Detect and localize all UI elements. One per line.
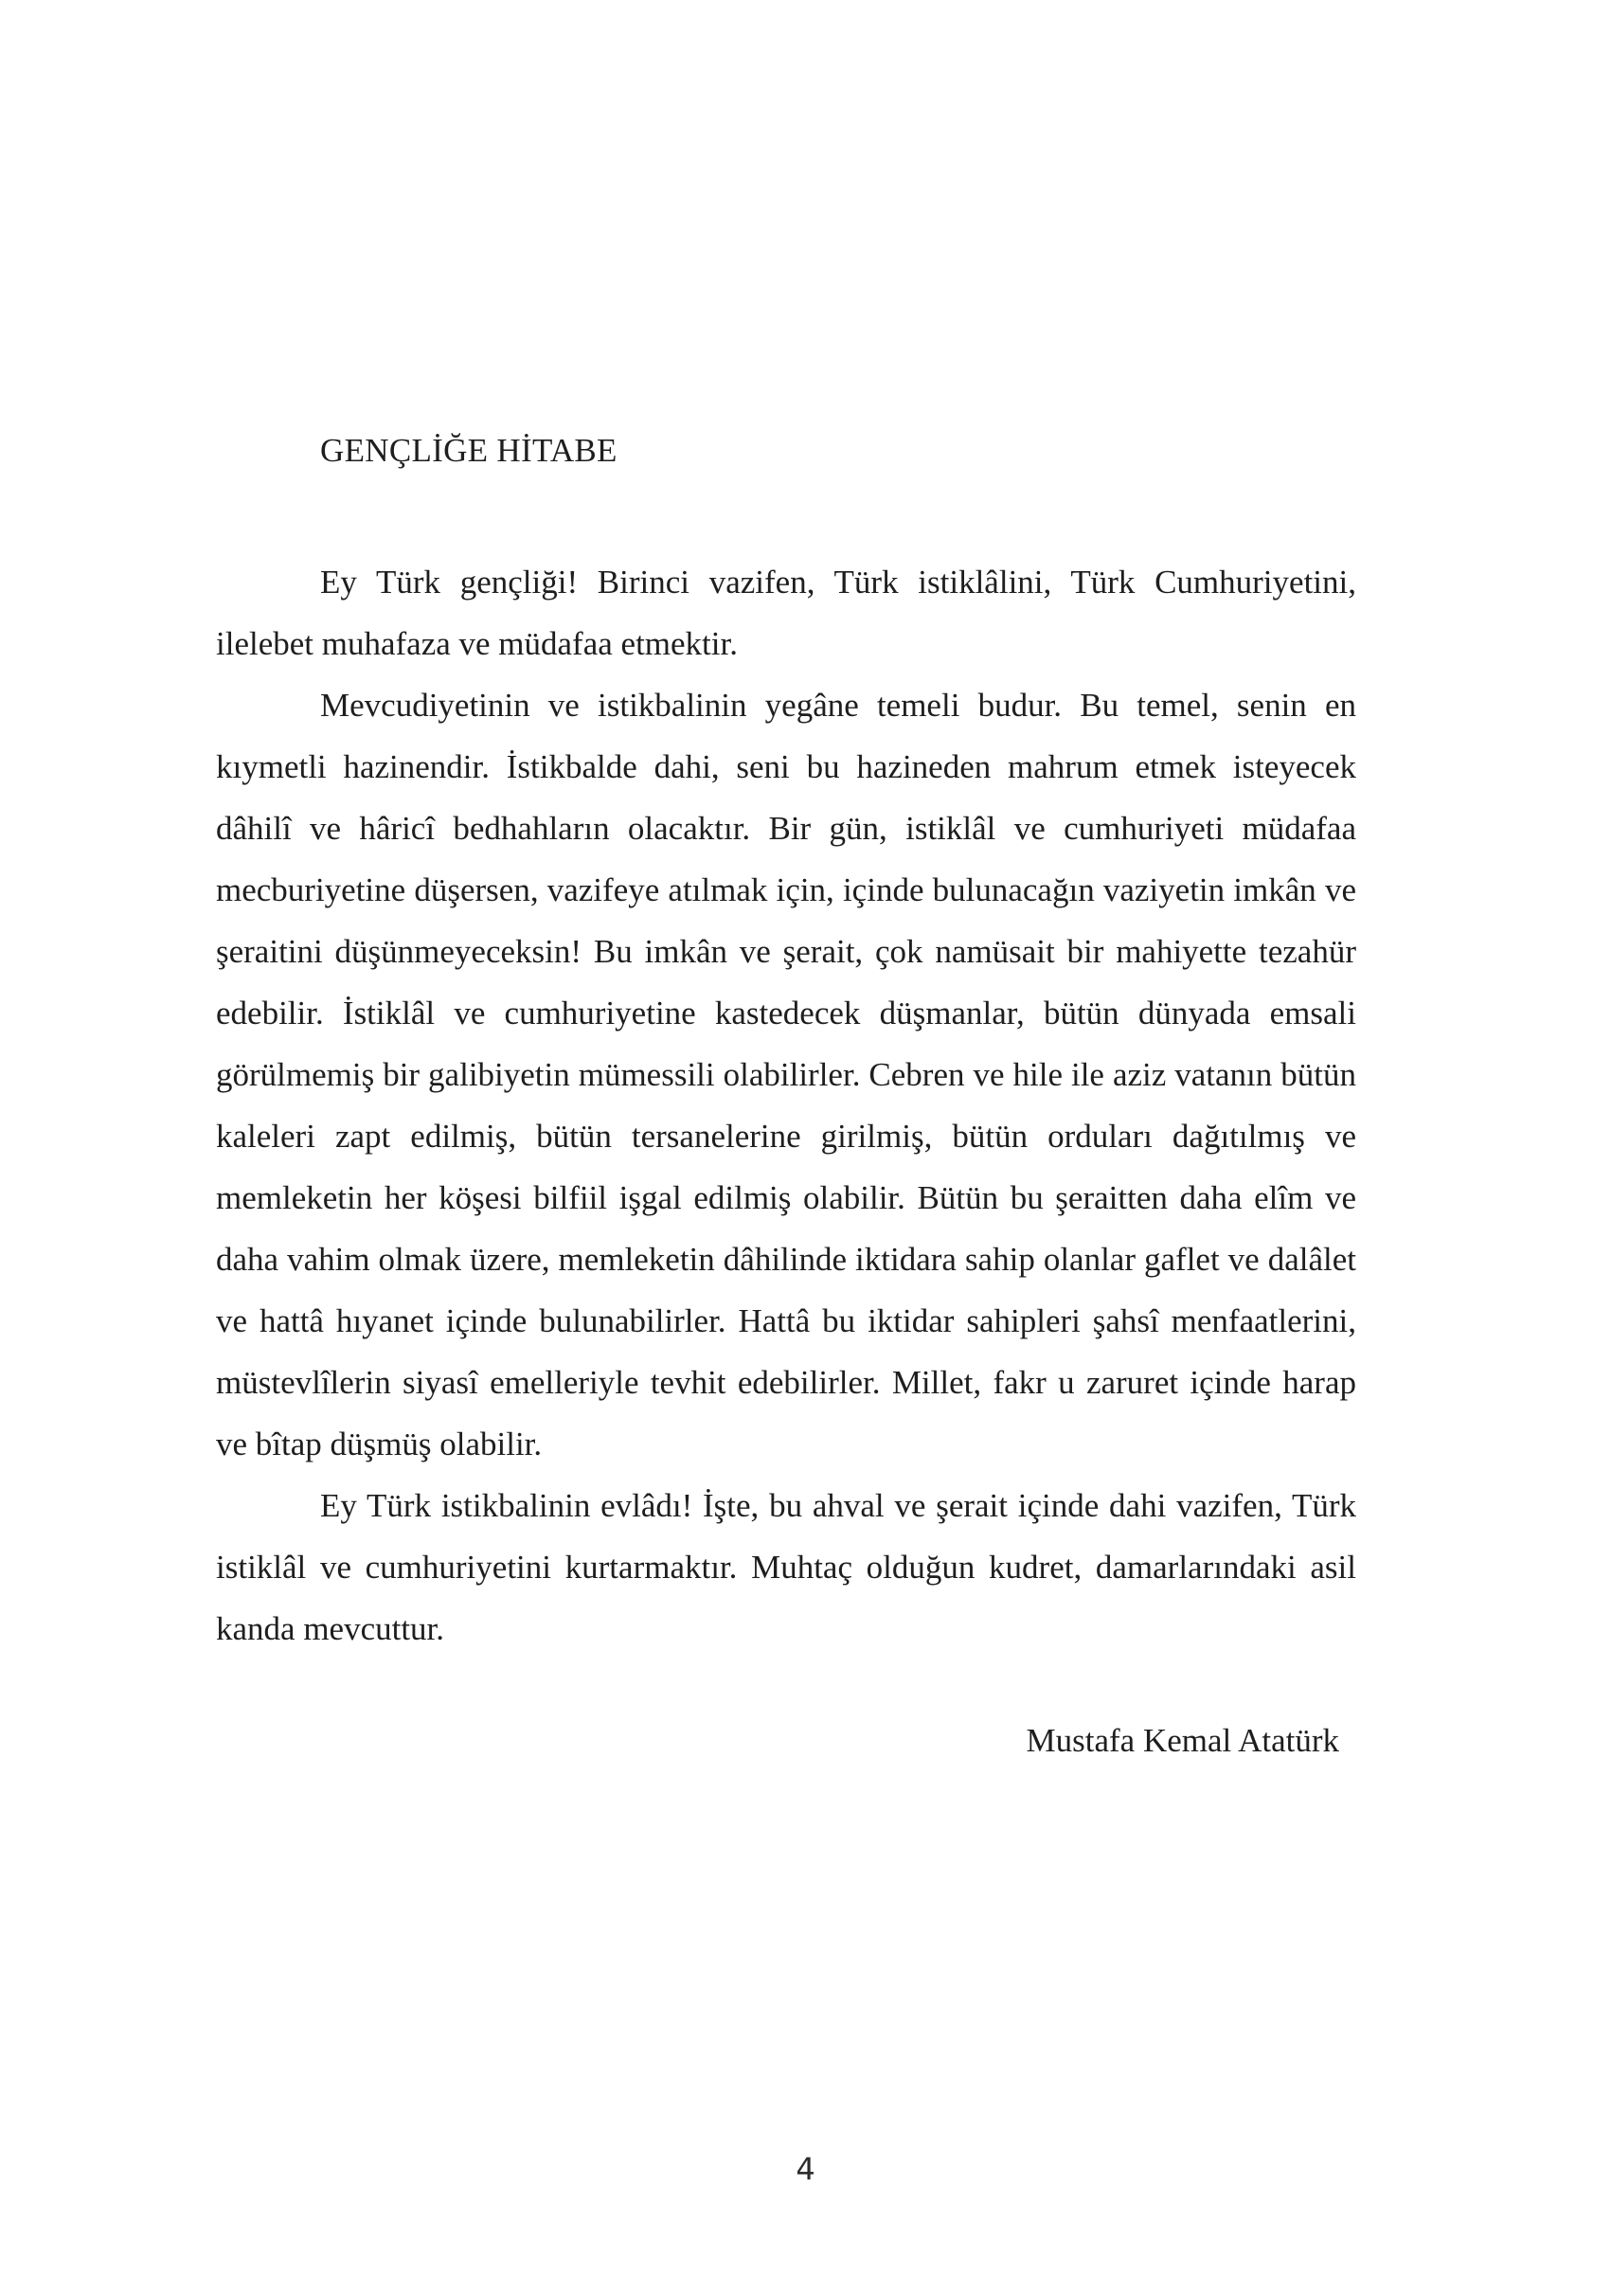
paragraph-3: Ey Türk istikbalinin evlâdı! İşte, bu ahval ve şerait içinde dahi vazifen, Türk istiklâl ve cumhuriyetini kurtarmaktır. Muhtaç olduğun kudret, damarlarındaki asil kanda mevcuttur.	[216, 1487, 1356, 1647]
signature: Mustafa Kemal Atatürk	[1026, 1722, 1339, 1759]
document-title: GENÇLİĞE HİTABE	[320, 432, 618, 469]
document-body	[216, 551, 1356, 1659]
paragraph-1: Ey Türk gençliği! Birinci vazifen, Türk istiklâlini, Türk Cumhuriyetini, ilelebet muhafaza ve müdafaa etmektir.	[216, 564, 1356, 662]
page-number: 4	[796, 2151, 815, 2187]
paragraph-2: Mevcudiyetinin ve istikbalinin yegâne temeli budur. Bu temel, senin en kıymetli hazinendir. İstikbalde dahi, seni bu hazineden mahrum etmek isteyecek dâhilî ve hâricî bedhahların olacaktır. Bir gün, istiklâl ve cumhuriyeti müdafaa mecburiyetine düşersen, vazifeye atılmak için, içinde bulunacağın vaziyetin imkân ve şeraitini düşünmeyeceksin! Bu imkân ve şerait, çok namüsait bir mahiyette tezahür edebilir. İstiklâl ve cumhuriyetine kastedecek düşmanlar, bütün dünyada emsali görülmemiş bir galibiyetin mümessili olabilirler. Cebren ve hile ile aziz vatanın bütün kaleleri zapt edilmiş, bütün tersanelerine girilmiş, bütün orduları dağıtılmış ve memleketin her köşesi bilfiil işgal edilmiş olabilir. Bütün bu şeraitten daha elîm ve daha vahim olmak üzere, memleketin dâhilinde iktidara sahip olanlar gaflet ve dalâlet ve hattâ hıyanet içinde bulunabilirler. Hattâ bu iktidar sahipleri şahsî menfaatlerini, müstevlîlerin siyasî emelleriyle tevhit edebilirler. Millet, fakr u zaruret içinde harap ve bîtap düşmüş olabilir.	[216, 687, 1356, 1462]
